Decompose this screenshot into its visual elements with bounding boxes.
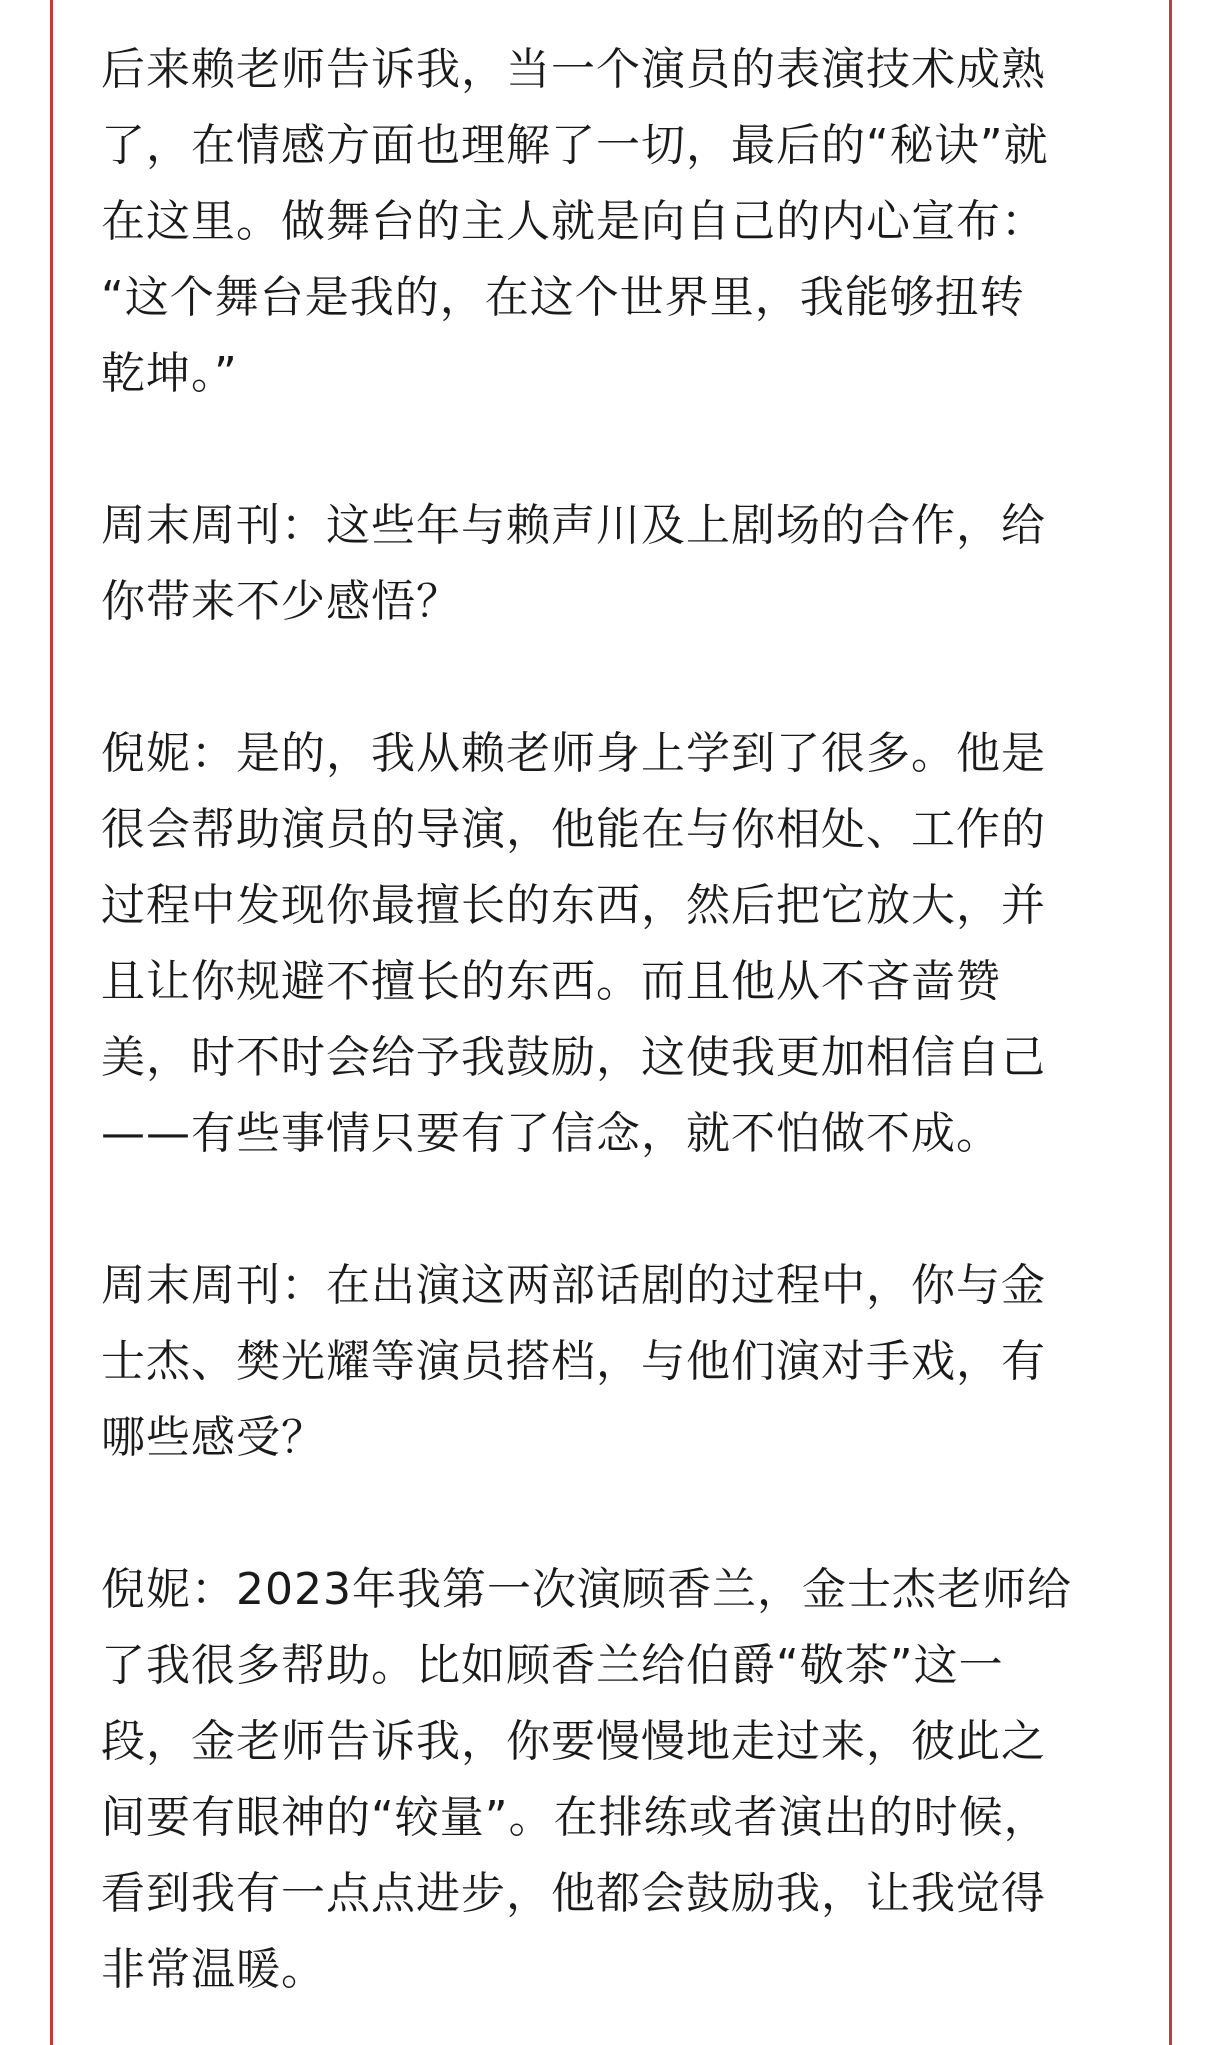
- article-body: [101, 32, 1131, 2008]
- text-line: 倪妮：是的，我从赖老师身上学到了很多。他是: [101, 728, 1046, 779]
- paragraph-2-question: [101, 488, 1131, 640]
- paragraph-1: [101, 32, 1131, 412]
- text-line: 了我很多帮助。比如顾香兰给伯爵“敬茶”这一: [101, 1640, 1004, 1691]
- text-line: 段，金老师告诉我，你要慢慢地走过来，彼此之: [101, 1716, 1046, 1767]
- text-line: 周末周刊：在出演这两部话剧的过程中，你与金: [101, 1260, 1046, 1311]
- text-line: 了，在情感方面也理解了一切，最后的“秘诀”就: [101, 120, 1049, 171]
- text-line: 周末周刊：这些年与赖声川及上剧场的合作，给: [101, 500, 1046, 551]
- text-line: 看到我有一点点进步，他都会鼓励我，让我觉得: [101, 1868, 1046, 1919]
- text-line: 在这里。做舞台的主人就是向自己的内心宣布：: [101, 196, 1046, 247]
- paragraph-3-answer: [101, 716, 1131, 1172]
- right-frame-border: [1169, 0, 1172, 2045]
- text-line: 美，时不时会给予我鼓励，这使我更加相信自己: [101, 1032, 1046, 1083]
- text-line: 士杰、樊光耀等演员搭档，与他们演对手戏，有: [101, 1336, 1046, 1387]
- paragraph-5-answer: [101, 1552, 1131, 2008]
- text-line: 且让你规避不擅长的东西。而且他从不吝啬赞: [101, 956, 1001, 1007]
- left-frame-border: [50, 0, 53, 2045]
- text-line: 倪妮：2023年我第一次演顾香兰，金士杰老师给: [101, 1564, 1072, 1615]
- text-line: 你带来不少感悟？: [101, 576, 461, 627]
- text-line: 非常温暖。: [101, 1944, 326, 1995]
- text-line: 哪些感受？: [101, 1412, 326, 1463]
- text-line: 过程中发现你最擅长的东西，然后把它放大，并: [101, 880, 1046, 931]
- text-line: “这个舞台是我的，在这个世界里，我能够扭转: [101, 272, 1025, 323]
- text-line: 后来赖老师告诉我，当一个演员的表演技术成熟: [101, 44, 1046, 95]
- text-line: 很会帮助演员的导演，他能在与你相处、工作的: [101, 804, 1046, 855]
- text-line: ——有些事情只要有了信念，就不怕做不成。: [101, 1108, 1001, 1159]
- paragraph-4-question: [101, 1248, 1131, 1476]
- text-line: 乾坤。”: [101, 348, 238, 399]
- text-line: 间要有眼神的“较量”。在排练或者演出的时候，: [101, 1792, 1049, 1843]
